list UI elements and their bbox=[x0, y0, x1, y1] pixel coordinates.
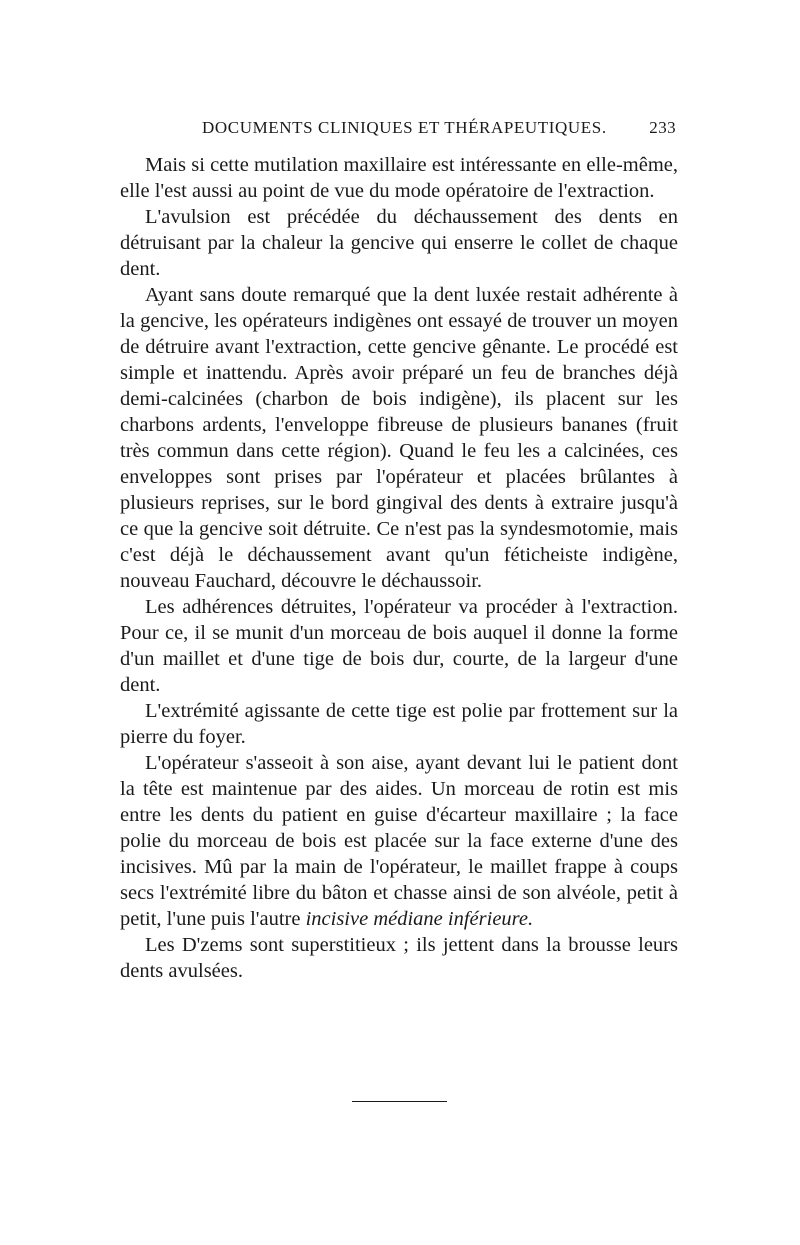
page-number: 233 bbox=[649, 118, 676, 137]
paragraph-superstition: Les D'zems sont superstitieux ; ils jettent dans la brousse leurs dents avulsées. bbox=[120, 934, 678, 982]
running-head bbox=[120, 118, 680, 142]
paragraph-procedure: Ayant sans doute remarqué que la dent luxée restait adhérente à la gencive, les opérateurs indigènes ont essayé de trouver un moyen de détruire avant l'extraction, cette gencive gênante. Le procédé est simple et inattendu. Après avoir préparé un feu de branches déjà demi-calcinées (charbon de bois indigène), ils placent sur les charbons ardents, l'enveloppe fibreuse de plusieurs bananes (fruit très commun dans cette région). Quand le feu les a calcinées, ces enveloppes sont prises par l'opérateur et placées brûlantes à plusieurs reprises, sur le bord gingival des dents à extraire jusqu'à ce que la gencive soit détruite. Ce n'est pas la syndesmotomie, mais c'est déjà le déchaussement avant qu'un féticheiste indigène, nouveau Fauchard, découvre le déchaussoir. bbox=[120, 284, 678, 592]
body-text bbox=[120, 152, 678, 984]
paragraph-mutilation: Mais si cette mutilation maxillaire est intéressante en elle-même, elle l'est aussi au point de vue du mode opératoire de l'extraction. bbox=[120, 154, 678, 202]
paragraph-tige: L'extrémité agissante de cette tige est polie par frottement sur la pierre du foyer. bbox=[120, 700, 678, 748]
operator-italic-term: incisive médiane inférieure. bbox=[305, 908, 534, 930]
paragraph-operator bbox=[120, 750, 678, 932]
running-title: DOCUMENTS CLINIQUES ET THÉRAPEUTIQUES. bbox=[202, 118, 607, 137]
paragraph-avulsion: L'avulsion est précédée du déchaussement des dents en détruisant par la chaleur la gencive qui enserre le collet de chaque dent. bbox=[120, 206, 678, 280]
paragraph-extraction: Les adhérences détruites, l'opérateur va procéder à l'extraction. Pour ce, il se munit d'un morceau de bois auquel il donne la forme d'un maillet et d'une tige de bois dur, courte, de la largeur d'une dent. bbox=[120, 596, 678, 696]
operator-text: L'opérateur s'asseoit à son aise, ayant devant lui le patient dont la tête est maintenue par des aides. Un morceau de rotin est mis entre les dents du patient en guise d'écarteur maxillaire ; la face polie du morceau de bois est placée sur la face externe d'une des incisives. Mû par la main de l'opérateur, le maillet frappe à coups secs l'extrémité libre du bâton et chasse ainsi de son alvéole, petit à petit, l'une puis l'autre bbox=[120, 752, 678, 930]
closing-rule bbox=[352, 1101, 447, 1102]
